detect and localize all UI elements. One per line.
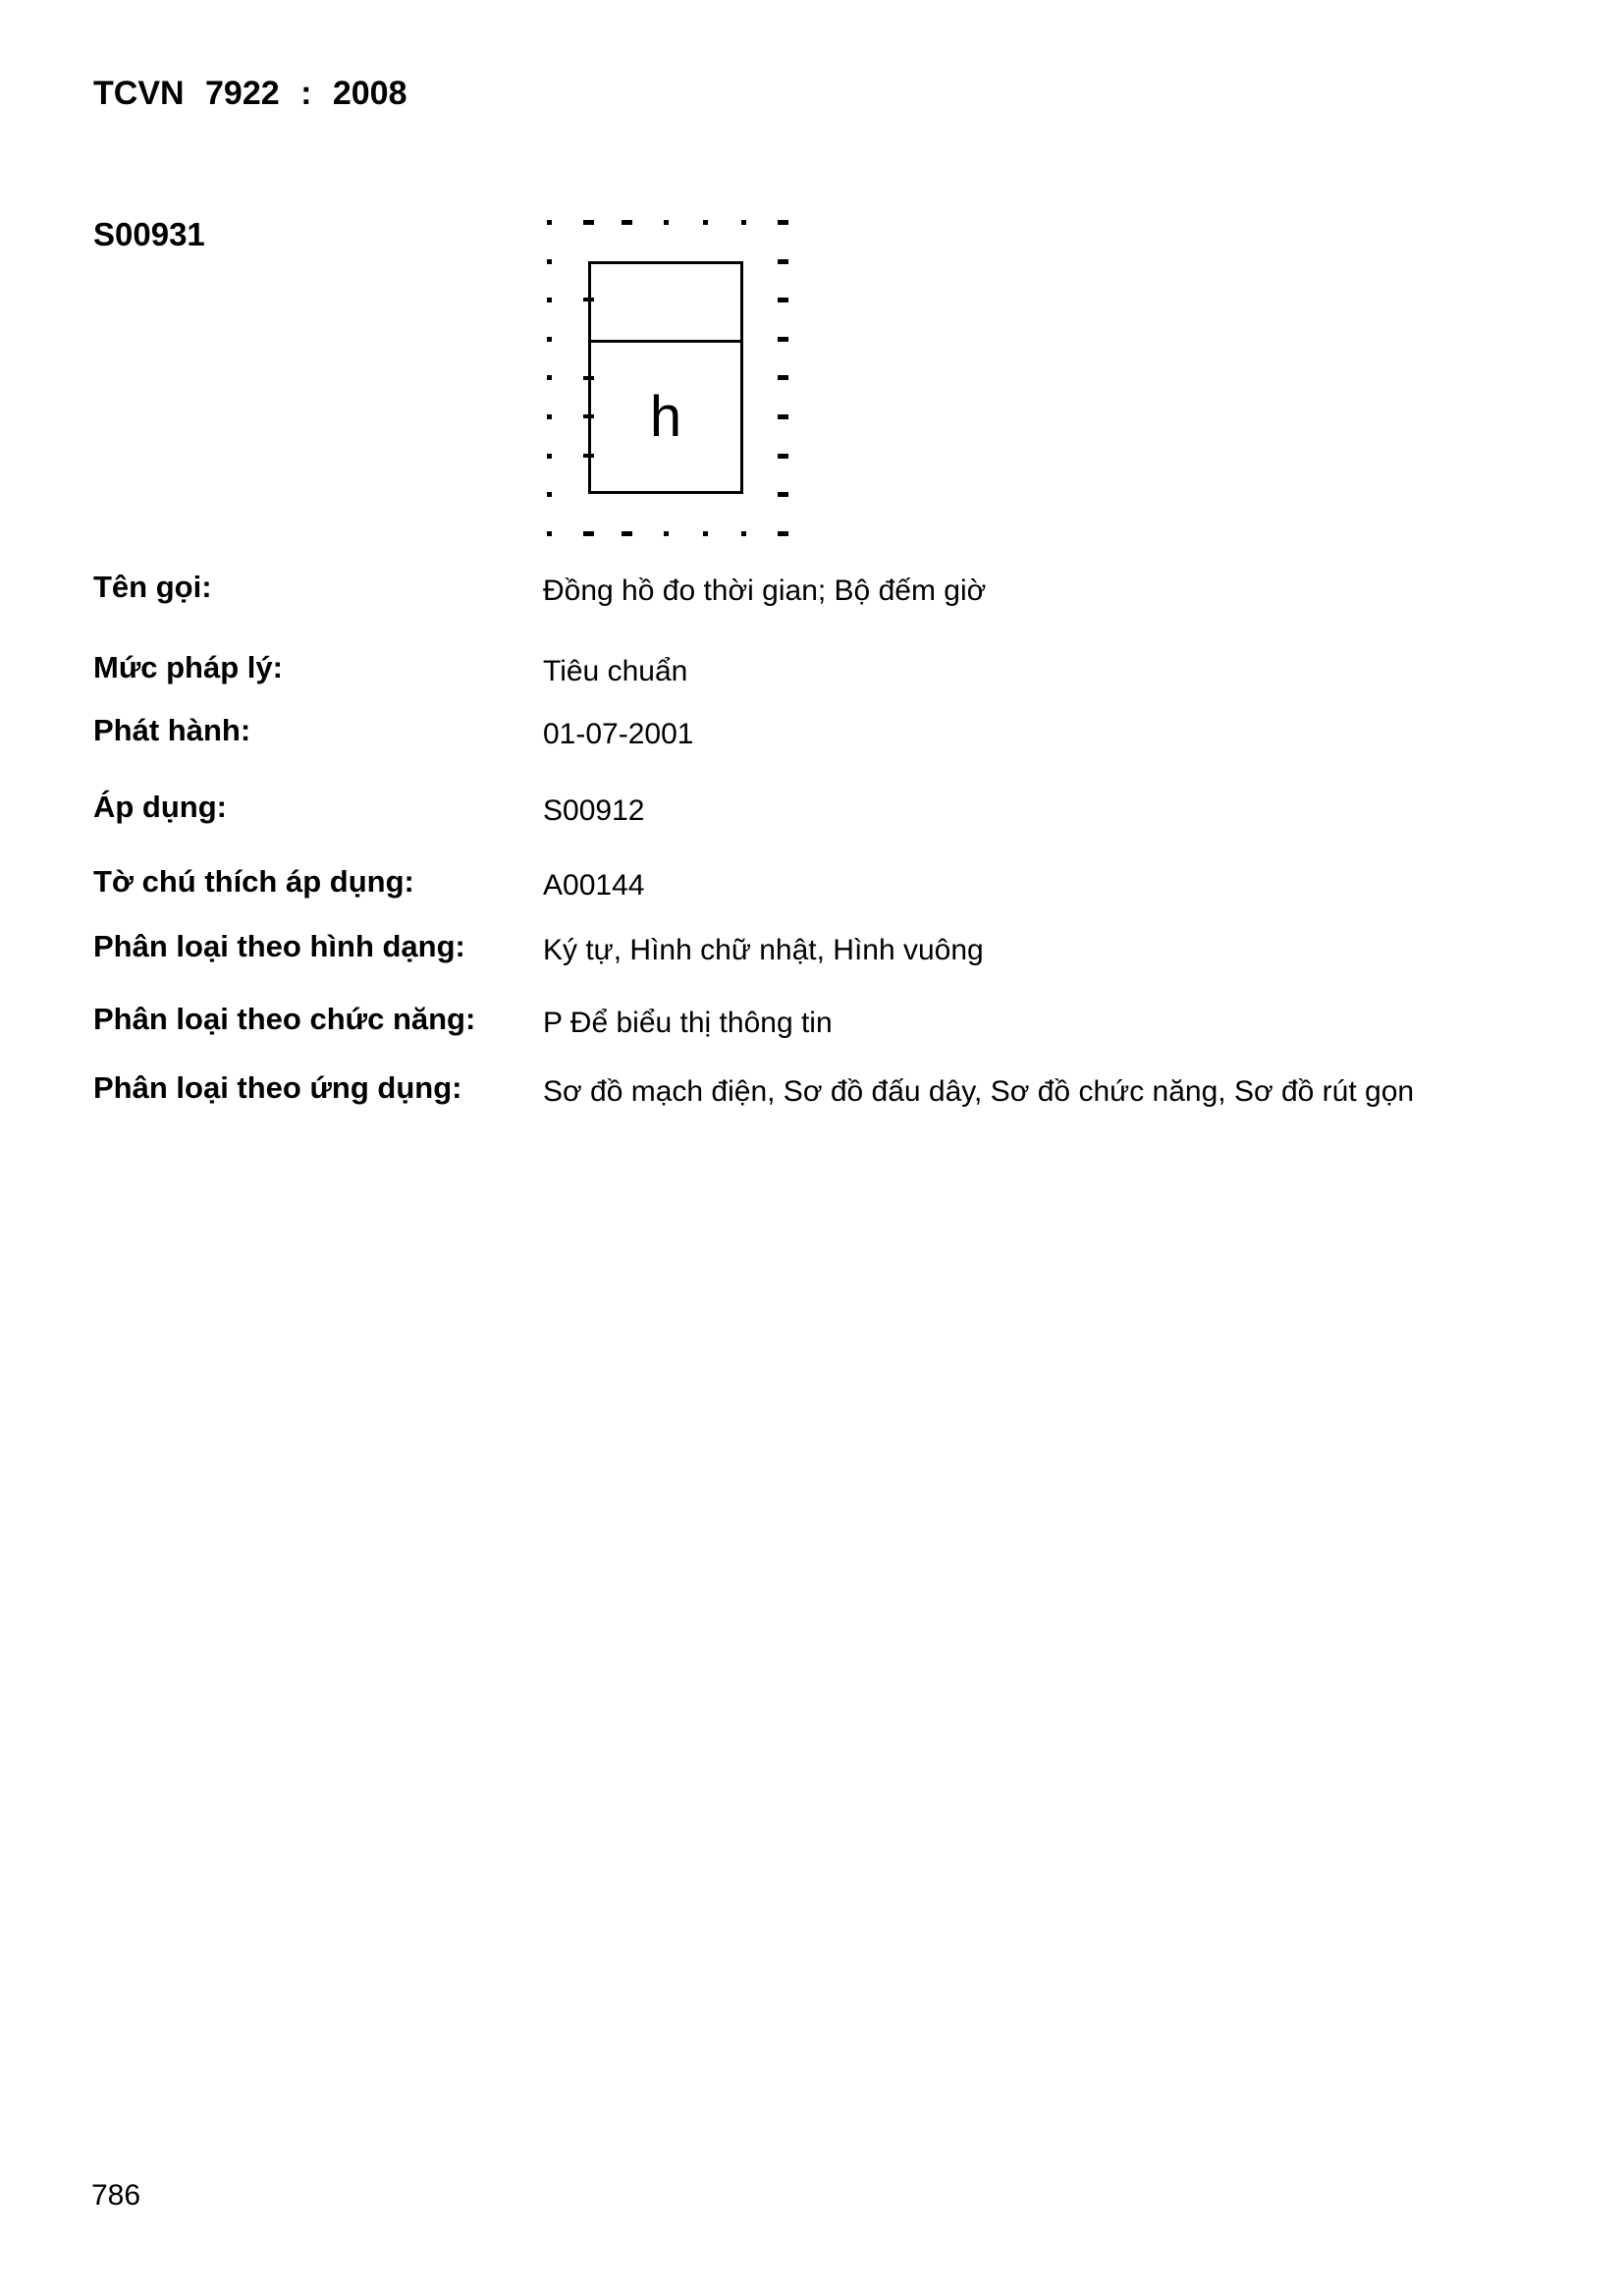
- field-value: S00912: [543, 794, 645, 827]
- field-value: P Để biểu thị thông tin: [543, 1007, 833, 1039]
- page-number: 786: [91, 2179, 141, 2212]
- field-value: A00144: [543, 869, 645, 902]
- grid-mark: [703, 531, 708, 536]
- rect-edge-tick: [583, 454, 594, 458]
- symbol-lower-compartment: [591, 343, 740, 491]
- grid-mark: [778, 454, 788, 459]
- field-value: Ký tự, Hình chữ nhật, Hình vuông: [543, 934, 984, 966]
- standard-code-heading: TCVN 7922 : 2008: [93, 75, 407, 112]
- symbol-rectangle-icon: [588, 261, 743, 494]
- grid-mark: [778, 259, 788, 264]
- grid-mark: [583, 220, 594, 225]
- grid-mark: [583, 531, 594, 536]
- field-label: Phân loại theo ứng dụng:: [93, 1070, 462, 1105]
- field-label: Tên gọi:: [93, 570, 212, 604]
- field-label: Phát hành:: [93, 713, 251, 747]
- grid-mark: [547, 220, 552, 225]
- grid-mark: [778, 337, 788, 342]
- grid-mark: [741, 531, 746, 536]
- grid-mark: [622, 531, 632, 536]
- field-value: Sơ đồ mạch điện, Sơ đồ đấu dây, Sơ đồ chức năng, Sơ đồ rút gọn: [543, 1075, 1415, 1108]
- symbol-letter-h: h: [649, 384, 682, 449]
- grid-mark: [622, 220, 632, 225]
- grid-mark: [547, 531, 552, 536]
- grid-mark: [778, 298, 788, 302]
- grid-mark: [741, 220, 746, 225]
- symbol-drawing: [530, 206, 815, 560]
- rect-edge-tick: [583, 298, 594, 301]
- symbol-id: S00931: [93, 216, 205, 252]
- grid-mark: [778, 492, 788, 497]
- grid-mark: [547, 259, 552, 264]
- field-value: Đồng hồ đo thời gian; Bộ đếm giờ: [543, 574, 987, 607]
- field-label: Áp dụng:: [93, 790, 228, 824]
- field-value: 01-07-2001: [543, 718, 694, 750]
- field-label: Mức pháp lý:: [93, 650, 283, 684]
- grid-mark: [547, 375, 552, 380]
- grid-mark: [547, 298, 552, 302]
- grid-mark: [547, 414, 552, 419]
- field-label: Phân loại theo hình dạng:: [93, 929, 465, 963]
- rect-edge-tick: [583, 414, 594, 418]
- field-label: Phân loại theo chức năng:: [93, 1002, 476, 1036]
- grid-mark: [778, 414, 788, 419]
- field-label: Tờ chú thích áp dụng:: [93, 864, 414, 899]
- grid-mark: [547, 454, 552, 459]
- grid-mark: [547, 337, 552, 342]
- field-value: Tiêu chuẩn: [543, 655, 688, 687]
- grid-mark: [664, 220, 669, 225]
- grid-mark: [778, 531, 788, 536]
- rect-edge-tick: [583, 376, 594, 380]
- grid-mark: [664, 531, 669, 536]
- grid-mark: [778, 375, 788, 380]
- grid-mark: [778, 220, 788, 225]
- grid-mark: [547, 492, 552, 497]
- grid-mark: [703, 220, 708, 225]
